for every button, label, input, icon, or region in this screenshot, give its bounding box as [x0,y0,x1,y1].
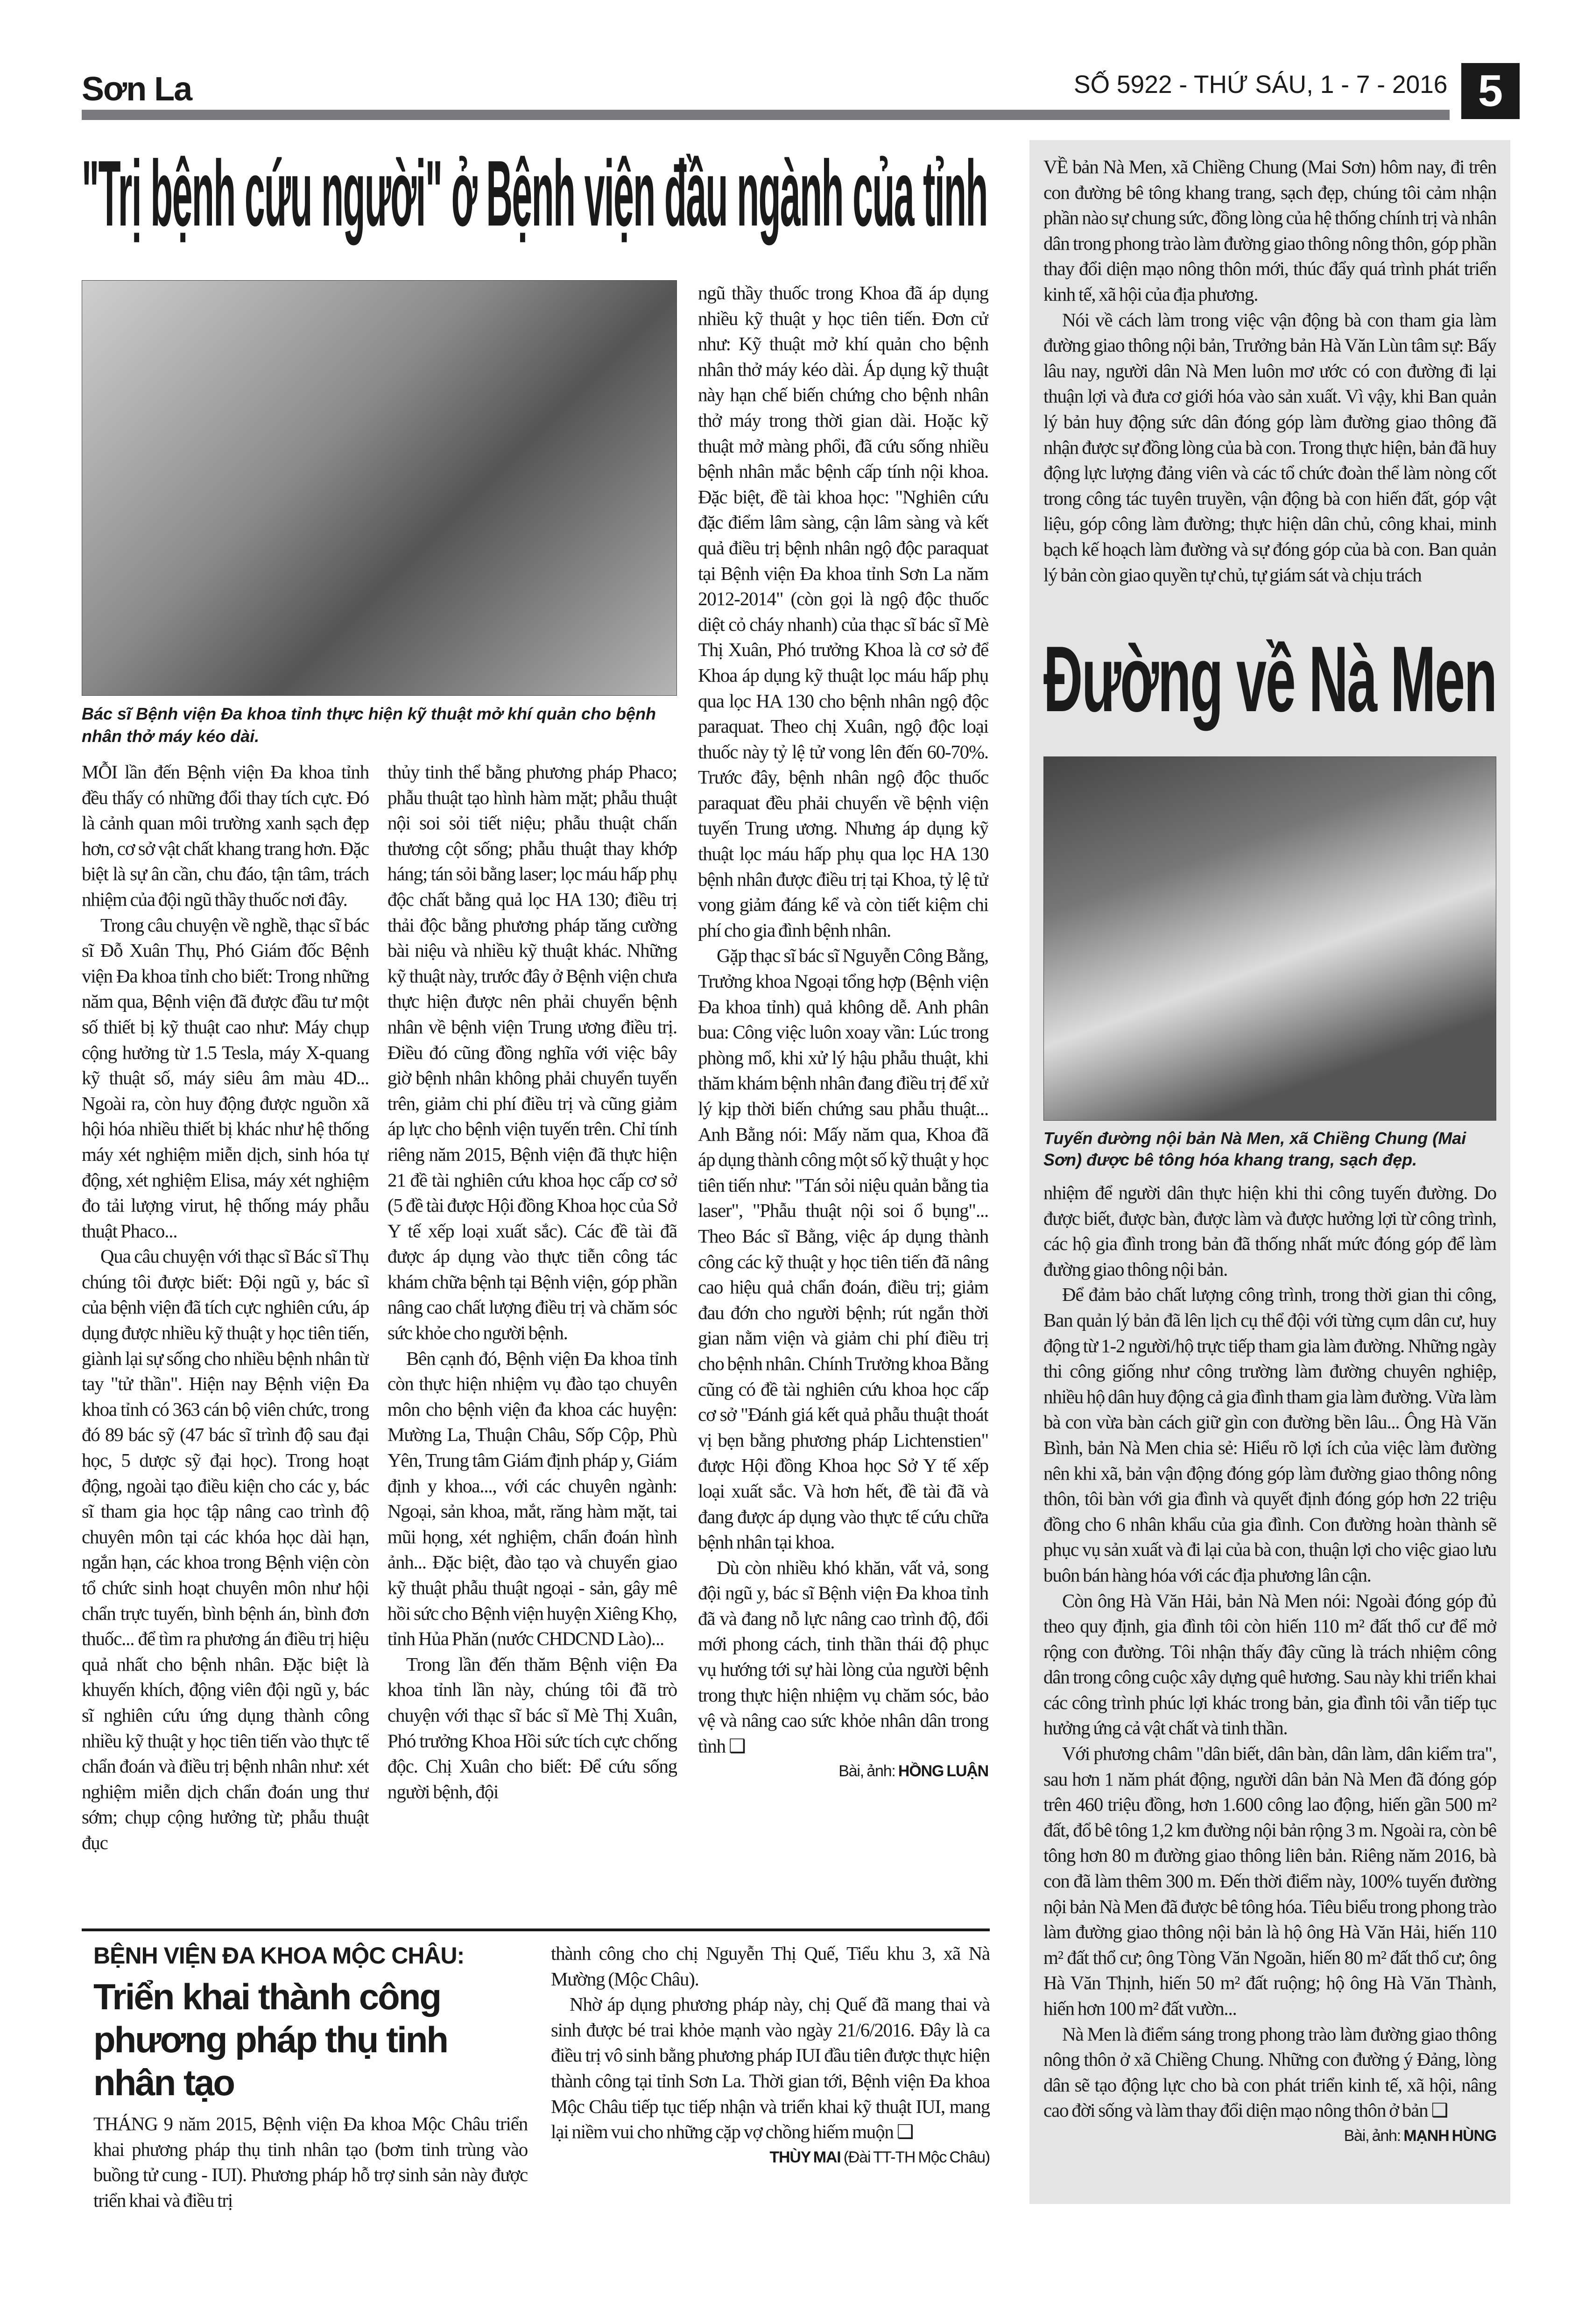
issue-info-box [1074,70,1447,103]
paragraph: Nhờ áp dụng phương pháp này, chị Quế đã mang thai và sinh được bé trai khỏe mạnh vào ngày 21/6/2016. Đây là ca điều trị vô sinh bằng phương pháp IUI đầu tiên được thực hiện thành công tại tỉnh Sơn La. Thời gian tới, Bệnh viện Đa khoa Mộc Châu tiếp tục tiếp nhận và triển khai kỹ thuật IUI, mang lại niềm vui cho những cặp vợ chồng hiếm muộn ❑ [551,1993,990,2143]
byline-author: MẠNH HÙNG [1403,2126,1496,2145]
bottom-article-kicker: BỆNH VIỆN ĐA KHOA MỘC CHÂU: [93,1943,465,1969]
byline-source: (Đài TT-TH Mộc Châu) [843,2148,990,2166]
paragraph: thành công cho chị Nguyễn Thị Quế, Tiểu khu 3, xã Nà Mường (Mộc Châu). [551,1943,990,1990]
bottom-article-title: Triển khai thành công phương pháp thụ tinh nhân tạo [93,1976,448,2103]
paragraph: THÁNG 9 năm 2015, Bệnh viện Đa khoa Mộc Châu triển khai phương pháp thụ tinh nhân tạo (bơm tinh trùng vào buồng tử cung - IUI). Phương pháp hỗ trợ sinh sản này được triển khai và điều trị [93,2113,528,2211]
bottom-article-left [93,1941,528,2297]
road-photo [1043,756,1496,1121]
headline-box [82,140,987,247]
byline [551,2145,990,2170]
paragraph: Nói về cách làm trong việc vận động bà con tham gia làm đường giao thông nội bản, Trưởng bản Hà Văn Lùn tâm sự: Bấy lâu nay, người dân Nà Men luôn mơ ước có con đường đi lại thuận lợi và đưa cơ giới hóa vào sản xuất. Vì vậy, khi Ban quản lý bản huy động sức dân đóng góp làm đường giao thông đã nhận được sự đồng lòng của bà con. Trong thực hiện, bản đã huy động lực lượng đảng viên và các tổ chức đoàn thể làm nòng cốt trong công tác tuyên truyền, vận động bà con hiến đất, góp vật liệu, góp công làm đường; thực hiện dân chủ, công khai, minh bạch kế hoạch làm đường và sự đóng góp của bà con. Ban quản lý bản còn giao quyền tự chủ, tự giám sát và chịu trách [1043,309,1496,586]
byline-label: Bài, ảnh: [1344,2126,1401,2145]
paragraph: Nà Men là điểm sáng trong phong trào làm đường giao thông nông thôn ở xã Chiềng Chung. Những con đường ý Đảng, lòng dân sẽ tạo động lực cho bà con phát triển kinh tế, xã hội, nâng cao đời sống và làm thay đổi diện mạo nông thôn ở bản ❑ [1043,2023,1496,2121]
lead-article-left [82,280,677,1900]
section-name: Sơn La [82,71,192,108]
header-rule [82,110,1450,120]
article-column-1 [82,759,369,1900]
article-headline: "Trị bệnh cứu người" ở Bệnh viện đầu ngành của tỉnh [82,141,987,246]
paragraph: ngũ thầy thuốc trong Khoa đã áp dụng nhiều kỹ thuật y học tiên tiến. Đơn cử như: Kỹ thuật mở khí quản cho bệnh nhân thở máy kéo dài. Áp dụng kỹ thuật này hạn chế biến chứng cho bệnh nhân thở máy trong thời gian dài. Hoặc kỹ thuật mở màng phổi, đã cứu sống nhiều bệnh nhân mắc bệnh cấp tính nội khoa. Đặc biệt, đề tài khoa học: "Nghiên cứu đặc điểm lâm sàng, cận lâm sàng và kết quả điều trị bệnh nhân ngộ độc paraquat tại Bệnh viện Đa khoa tỉnh Sơn La năm 2012-2014" (còn gọi là ngộ độc thuốc diệt cỏ cháy nhanh) của thạc sĩ bác sĩ Mè Thị Xuân, Phó trưởng Khoa là cơ sở để Khoa áp dụng kỹ thuật lọc máu hấp phụ qua lọc HA 130 cho bệnh nhân ngộ độc paraquat. Theo chị Xuân, ngộ độc loại thuốc này tỷ lệ tử vong lên đến 60-70%. Trước đây, bệnh nhân ngộ độc thuốc paraquat đều phải chuyển về bệnh viện tuyến Trung ương. Nhưng áp dụng kỹ thuật lọc máu hấp phụ qua lọc HA 130 bệnh nhân được điều trị tại Khoa, tỷ lệ tử vong giảm đáng kể và còn tiết kiệm chi phí cho gia đình bệnh nhân. [698,282,988,941]
hospital-photo [82,280,677,696]
paragraph: Trong câu chuyện về nghề, thạc sĩ bác sĩ Đỗ Xuân Thụ, Phó Giám đốc Bệnh viện Đa khoa tỉnh cho biết: Trong những năm qua, Bệnh viện đã được đầu tư một số thiết bị kỹ thuật cao như: Máy chụp cộng hưởng từ 1.5 Tesla, máy X-quang kỹ thuật số, máy siêu âm màu 4D... Ngoài ra, còn huy động được nguồn xã hội hóa nhiều thiết bị khác như hệ thống máy xét nghiệm miễn dịch, sinh hóa tự động, xét nghiệm Elisa, máy xét nghiệm đo tải lượng virut, hệ thống máy phẫu thuật Phaco... [82,914,369,1242]
sidebar-title: Đường về Nà Men [1043,627,1496,731]
photo-caption: Bác sĩ Bệnh viện Đa khoa tỉnh thực hiện kỹ thuật mở khí quản cho bệnh nhân thở máy kéo dài. [82,704,656,746]
bottom-article-column-2 [551,1941,990,2297]
sidebar-body [1043,1180,1496,2190]
paragraph: thủy tinh thể bằng phương pháp Phaco; phẫu thuật tạo hình hàm mặt; phẫu thuật nội soi sỏi tiết niệu; phẫu thuật chấn thương cột sống; phẫu thuật thay khớp háng; tán sỏi bằng laser; lọc máu hấp phụ độc chất bằng quả lọc HA 130; điều trị thải độc bằng phương pháp tăng cường bài niệu và nhiều kỹ thuật khác. Những kỹ thuật này, trước đây ở Bệnh viện chưa thực hiện được nên phải chuyển bệnh nhân về bệnh viện Trung ương điều trị. Điều đó cũng đồng nghĩa với việc bây giờ bệnh nhân không phải chuyển tuyến trên, giảm chi phí điều trị và cũng giảm áp lực cho bệnh viện tuyến trên. Chỉ tính riêng năm 2015, Bệnh viện đã thực hiện 21 đề tài nghiên cứu khoa học cấp cơ sở (5 đề tài được Hội đồng Khoa học của Sở Y tế xếp loại xuất sắc). Các đề tài đã được áp dụng vào thực tiễn công tác khám chữa bệnh tại Bệnh viện, góp phần nâng cao chất lượng điều trị và chăm sóc sức khỏe cho người bệnh. [387,761,677,1344]
paragraph: Bên cạnh đó, Bệnh viện Đa khoa tỉnh còn thực hiện nhiệm vụ đào tạo chuyên môn cho bệnh viện đa khoa các huyện: Mường La, Thuận Châu, Sốp Cộp, Phù Yên, Trung tâm Giám định pháp y, Giám định y khoa..., với các chuyên ngành: Ngoại, sản khoa, mắt, răng hàm mặt, tai mũi họng, xét nghiệm, chẩn đoán hình ảnh... Đặc biệt, đào tạo và chuyển giao kỹ thuật phẫu thuật ngoại - sản, gây mê hồi sức cho Bệnh viện huyện Xiêng Khọ, tỉnh Hủa Phăn (nước CHDCND Lào)... [387,1347,677,1650]
paragraph: Với phương châm "dân biết, dân bàn, dân làm, dân kiểm tra", sau hơn 1 năm phát động, người dân bản Nà Men đã đóng góp trên 460 triệu đồng, hơn 1.600 công lao động, hiến gần 500 m² đất, đổ bê tông 1,2 km đường nội bản rộng 3 m. Ngoài ra, còn bê tông hơn 80 m đường giao thông liên bản. Riêng năm 2016, bà con đã làm thêm 300 m. Đến thời điểm này, 100% tuyến đường nội bản Nà Men đã được bê tông hóa. Tiêu biểu trong phong trào làm đường giao thông nội bản là hộ ông Hà Văn Hải, hiến 110 m² đất thổ cư; ông Tòng Văn Ngoãn, hiến 80 m² đất thổ cư; ông Hà Văn Thịnh, hiến 50 m² đất ruộng; hộ ông Hà Văn Thành, hiến hơn 100 m² đất vườn... [1043,1743,1496,2019]
sidebar-panel [1029,140,1510,2204]
paragraph: Trong lần đến thăm Bệnh viện Đa khoa tỉnh lần này, chúng tôi đã trò chuyện với thạc sĩ bác sĩ Mè Thị Xuân, Phó trưởng Khoa Hồi sức tích cực chống độc. Chị Xuân cho biết: Để cứu sống người bệnh, đội [387,1653,677,1802]
lead-article-columns [82,759,677,1900]
article-column-3 [698,280,988,1900]
bottom-article-box [82,1928,990,2297]
byline-author: THÙY MAI [769,2148,841,2166]
sidebar-intro [1043,154,1496,616]
page-number: 5 [1461,63,1520,119]
byline [698,1759,988,1784]
paragraph: nhiệm để người dân thực hiện khi thi công tuyến đường. Do được biết, được bàn, được làm và được hưởng lợi từ công trình, các hộ gia đình trong bản đã thống nhất mức đóng góp để làm đường giao thông nội bản. [1043,1182,1496,1280]
sidebar-title-box [1043,621,1496,738]
paragraph: Còn ông Hà Văn Hải, bản Nà Men nói: Ngoài đóng góp đủ theo quy định, gia đình tôi còn hiến 110 m² đất thổ cư để mở rộng con đường. Tôi nhận thấy đây cũng là trách nhiệm công dân trong công cuộc xây dựng quê hương. Sau này khi triển khai các công trình phúc lợi khác trong bản, gia đình tôi vẫn tiếp tục hưởng ứng cả vật chất và tinh thần. [1043,1589,1496,1739]
paragraph: Dù còn nhiều khó khăn, vất vả, song đội ngũ y, bác sĩ Bệnh viện Đa khoa tỉnh đã và đang nỗ lực nâng cao trình độ, đổi mới phong cách, tinh thần thái độ phục vụ hướng tới sự hài lòng của người bệnh trong thực hiện nhiệm vụ chăm sóc, bảo vệ và nâng cao sức khỏe nhân dân trong tình ❑ [698,1556,988,1757]
issue-info: SỐ 5922 - THỨ SÁU, 1 - 7 - 2016 [1074,71,1448,99]
paragraph: VỀ bản Nà Men, xã Chiềng Chung (Mai Sơn) hôm nay, đi trên con đường bê tông khang trang, sạch đẹp, chúng tôi cảm nhận phần nào sự chung sức, đồng lòng của hệ thống chính trị và nhân dân trong phong trào làm đường giao thông nông thôn, góp phần thay đổi diện mạo nông thôn mới, thúc đẩy quá trình phát triển kinh tế, xã hội của địa phương. [1043,156,1496,305]
bottom-article-column-1 [93,2111,528,2297]
paragraph: MỖI lần đến Bệnh viện Đa khoa tỉnh đều thấy có những đổi thay tích cực. Đó là cảnh quan môi trường xanh sạch đẹp hơn, cơ sở vật chất khang trang hơn. Đặc biệt là sự ân cần, chu đáo, tận tâm, trách nhiệm của đội ngũ thầy thuốc nơi đây. [82,761,369,910]
byline-author: HỒNG LUẬN [898,1762,988,1780]
byline-label: Bài, ảnh: [838,1762,895,1780]
byline [1043,2123,1496,2149]
photo-caption: Tuyến đường nội bản Nà Men, xã Chiềng Chung (Mai Sơn) được bê tông hóa khang trang, sạch đẹp. [1043,1129,1466,1169]
paragraph: Qua câu chuyện với thạc sĩ Bác sĩ Thụ chúng tôi được biết: Đội ngũ y, bác sĩ của bệnh viện đã tích cực nghiên cứu, áp dụng được nhiều kỹ thuật y học tiên tiến, giành lại sự sống cho nhiều bệnh nhân từ tay "tử thần". Hiện nay Bệnh viện Đa khoa tỉnh có 363 cán bộ viên chức, trong đó 89 bác sỹ (47 bác sĩ trình độ sau đại học, 5 dược sỹ đại học). Trong hoạt động, ngoài tạo điều kiện cho các y, bác sĩ tham gia học tập nâng cao trình độ chuyên môn tại các khóa học dài hạn, ngắn hạn, các khoa trong Bệnh viện còn tổ chức sinh hoạt chuyên môn như hội chẩn trực tuyến, bình bệnh án, bình đơn thuốc... để tìm ra phương án điều trị hiệu quả nhất cho bệnh nhân. Đặc biệt là khuyến khích, động viên đội ngũ y, bác sĩ nghiên cứu ứng dụng thành công nhiều kỹ thuật y học tiên tiến vào thực tế chẩn đoán và điều trị bệnh nhân như: xét nghiệm miễn dịch chẩn đoán ung thư sớm; chụp cộng hưởng từ; phẫu thuật đục [82,1245,369,1853]
paragraph: Gặp thạc sĩ bác sĩ Nguyễn Công Bằng, Trưởng khoa Ngoại tổng hợp (Bệnh viện Đa khoa tỉnh) quả không dễ. Anh phân bua: Công việc luôn xoay vần: Lúc trong phòng mổ, khi xử lý hậu phẫu thuật, khi thăm khám bệnh nhân đang điều trị để xử lý kịp thời biến chứng sau phẫu thuật... Anh Bằng nói: Mấy năm qua, Khoa đã áp dụng thành công một số kỹ thuật y học tiên tiến như: "Tán sỏi niệu quản bằng tia laser", "Phẫu thuật nội soi ổ bụng"... Theo Bác sĩ Bằng, việc áp dụng thành công các kỹ thuật y học tiên tiến đã nâng cao hiệu quả chẩn đoán, điều trị; giảm đau đớn cho người bệnh; rút ngắn thời gian nằm viện và giảm chi phí điều trị cho bệnh nhân. Chính Trưởng khoa Bằng cũng có đề tài nghiên cứu khoa học cấp cơ sở "Đánh giá kết quả phẫu thuật thoát vị bẹn bằng phương pháp Lichtenstien" được Hội đồng Khoa học Sở Y tế xếp loại xuất sắc. Và hơn hết, đề tài đã và đang được áp dụng vào thực tế cứu chữa bệnh nhân tại khoa. [698,945,988,1553]
paragraph: Để đảm bảo chất lượng công trình, trong thời gian thi công, Ban quản lý bản đã lên lịch cụ thể đội với từng cụm dân cư, huy động từ 1-2 người/hộ trực tiếp tham gia làm đường. Những ngày thi công giống như công trường làm đường chuyên nghiệp, nhiều hộ dân huy động cả gia đình tham gia làm đường. Vừa làm bà con vừa bàn cách giữ gìn con đường bền lâu... Ông Hà Văn Bình, bản Nà Men chia sẻ: Hiểu rõ lợi ích của việc làm đường nên khi xã, bản vận động đóng góp làm đường giao thông nông thôn, tôi bàn với gia đình và quyết định đóng góp hơn 22 triệu đồng cho 6 nhân khẩu của gia đình. Con đường hoàn thành sẽ phục vụ sản xuất và đi lại của bà con, thuận lợi cho việc giao lưu buôn bán hàng hóa với các địa phương lân cận. [1043,1284,1496,1586]
article-column-2 [387,759,677,1900]
